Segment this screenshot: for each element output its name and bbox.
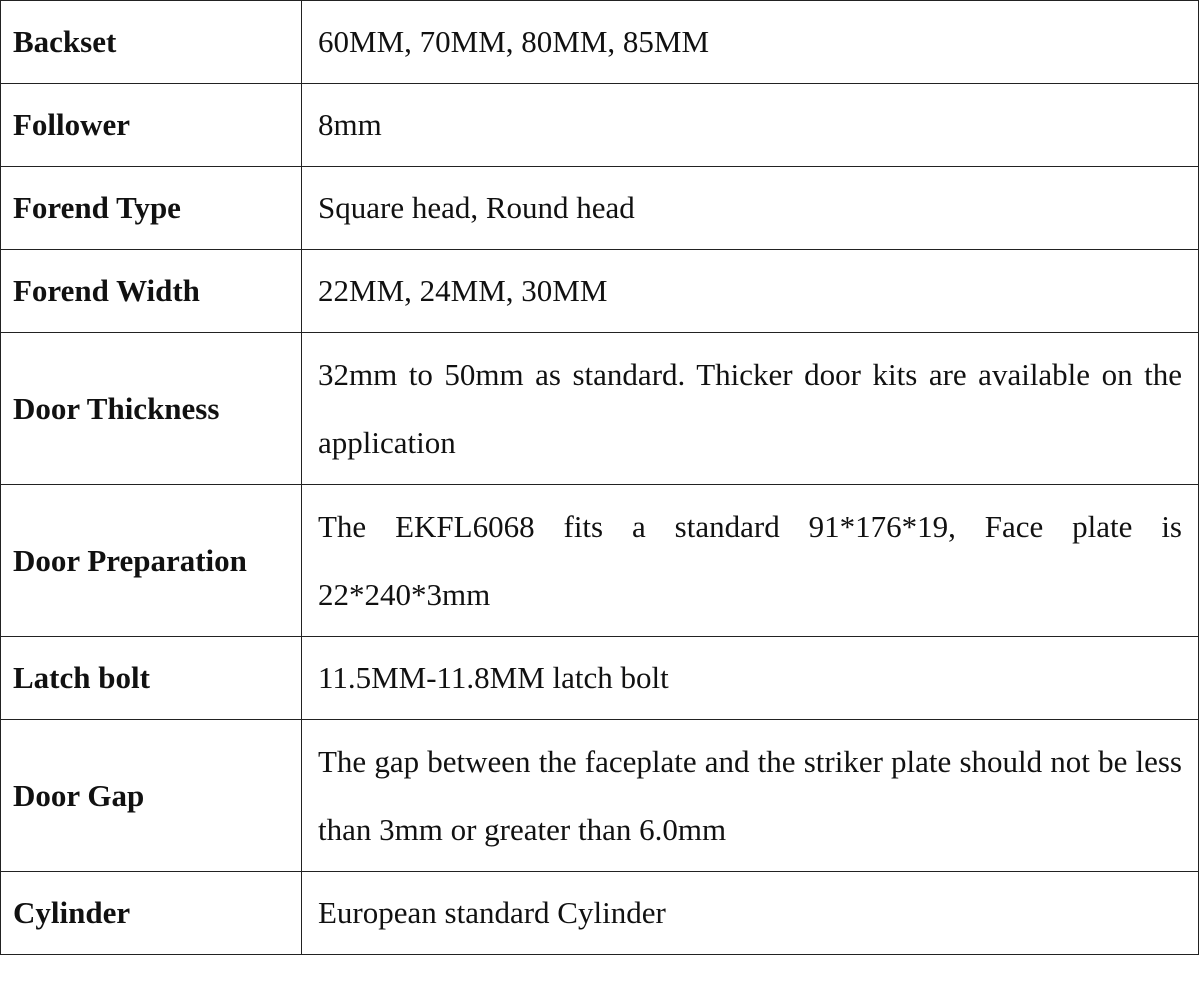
table-row-backset bbox=[1, 1, 1199, 84]
row-value-forend-width bbox=[302, 250, 1199, 333]
row-label-text: Latch bolt bbox=[13, 660, 150, 695]
row-label-door-thickness bbox=[1, 333, 302, 485]
row-value-door-preparation bbox=[302, 485, 1199, 637]
table-row-forend-type bbox=[1, 167, 1199, 250]
row-value-backset bbox=[302, 1, 1199, 84]
row-label-text: Backset bbox=[13, 24, 117, 59]
row-label-text: Door Thickness bbox=[13, 390, 220, 426]
row-label-forend-type bbox=[1, 167, 302, 250]
row-label-backset bbox=[1, 1, 302, 84]
row-value-text: 32mm to 50mm as standard. Thicker door kits are available on the application bbox=[318, 356, 1182, 460]
row-label-text: Forend Width bbox=[13, 273, 200, 308]
table-row-door-preparation bbox=[1, 485, 1199, 637]
row-value-forend-type bbox=[302, 167, 1199, 250]
row-value-door-thickness bbox=[302, 333, 1199, 485]
table-row-follower bbox=[1, 84, 1199, 167]
row-label-latch-bolt bbox=[1, 637, 302, 720]
row-value-text: 8mm bbox=[318, 107, 382, 142]
row-value-text: The gap between the faceplate and the striker plate should not be less than 3mm or greater than 6.0mm bbox=[318, 743, 1182, 847]
row-value-door-gap bbox=[302, 720, 1199, 872]
row-value-text: European standard Cylinder bbox=[318, 895, 666, 930]
row-label-follower bbox=[1, 84, 302, 167]
row-label-forend-width bbox=[1, 250, 302, 333]
table-row-cylinder bbox=[1, 872, 1199, 955]
row-label-text: Door Gap bbox=[13, 777, 145, 813]
row-value-text: 11.5MM-11.8MM latch bolt bbox=[318, 660, 669, 695]
table-row-latch-bolt bbox=[1, 637, 1199, 720]
row-value-text: The EKFL6068 fits a standard 91*176*19, Face plate is 22*240*3mm bbox=[318, 508, 1182, 612]
table-row-door-gap bbox=[1, 720, 1199, 872]
row-value-text: 22MM, 24MM, 30MM bbox=[318, 273, 608, 308]
row-value-text: 60MM, 70MM, 80MM, 85MM bbox=[318, 24, 710, 59]
row-label-door-gap bbox=[1, 720, 302, 872]
row-value-follower bbox=[302, 84, 1199, 167]
row-label-text: Follower bbox=[13, 107, 131, 142]
row-label-text: Door Preparation bbox=[13, 542, 247, 578]
row-label-door-preparation bbox=[1, 485, 302, 637]
row-label-text: Cylinder bbox=[13, 895, 131, 930]
row-value-text: Square head, Round head bbox=[318, 190, 635, 225]
row-value-latch-bolt bbox=[302, 637, 1199, 720]
table-row-forend-width bbox=[1, 250, 1199, 333]
table-row-door-thickness bbox=[1, 333, 1199, 485]
row-value-cylinder bbox=[302, 872, 1199, 955]
row-label-text: Forend Type bbox=[13, 190, 181, 225]
row-label-cylinder bbox=[1, 872, 302, 955]
